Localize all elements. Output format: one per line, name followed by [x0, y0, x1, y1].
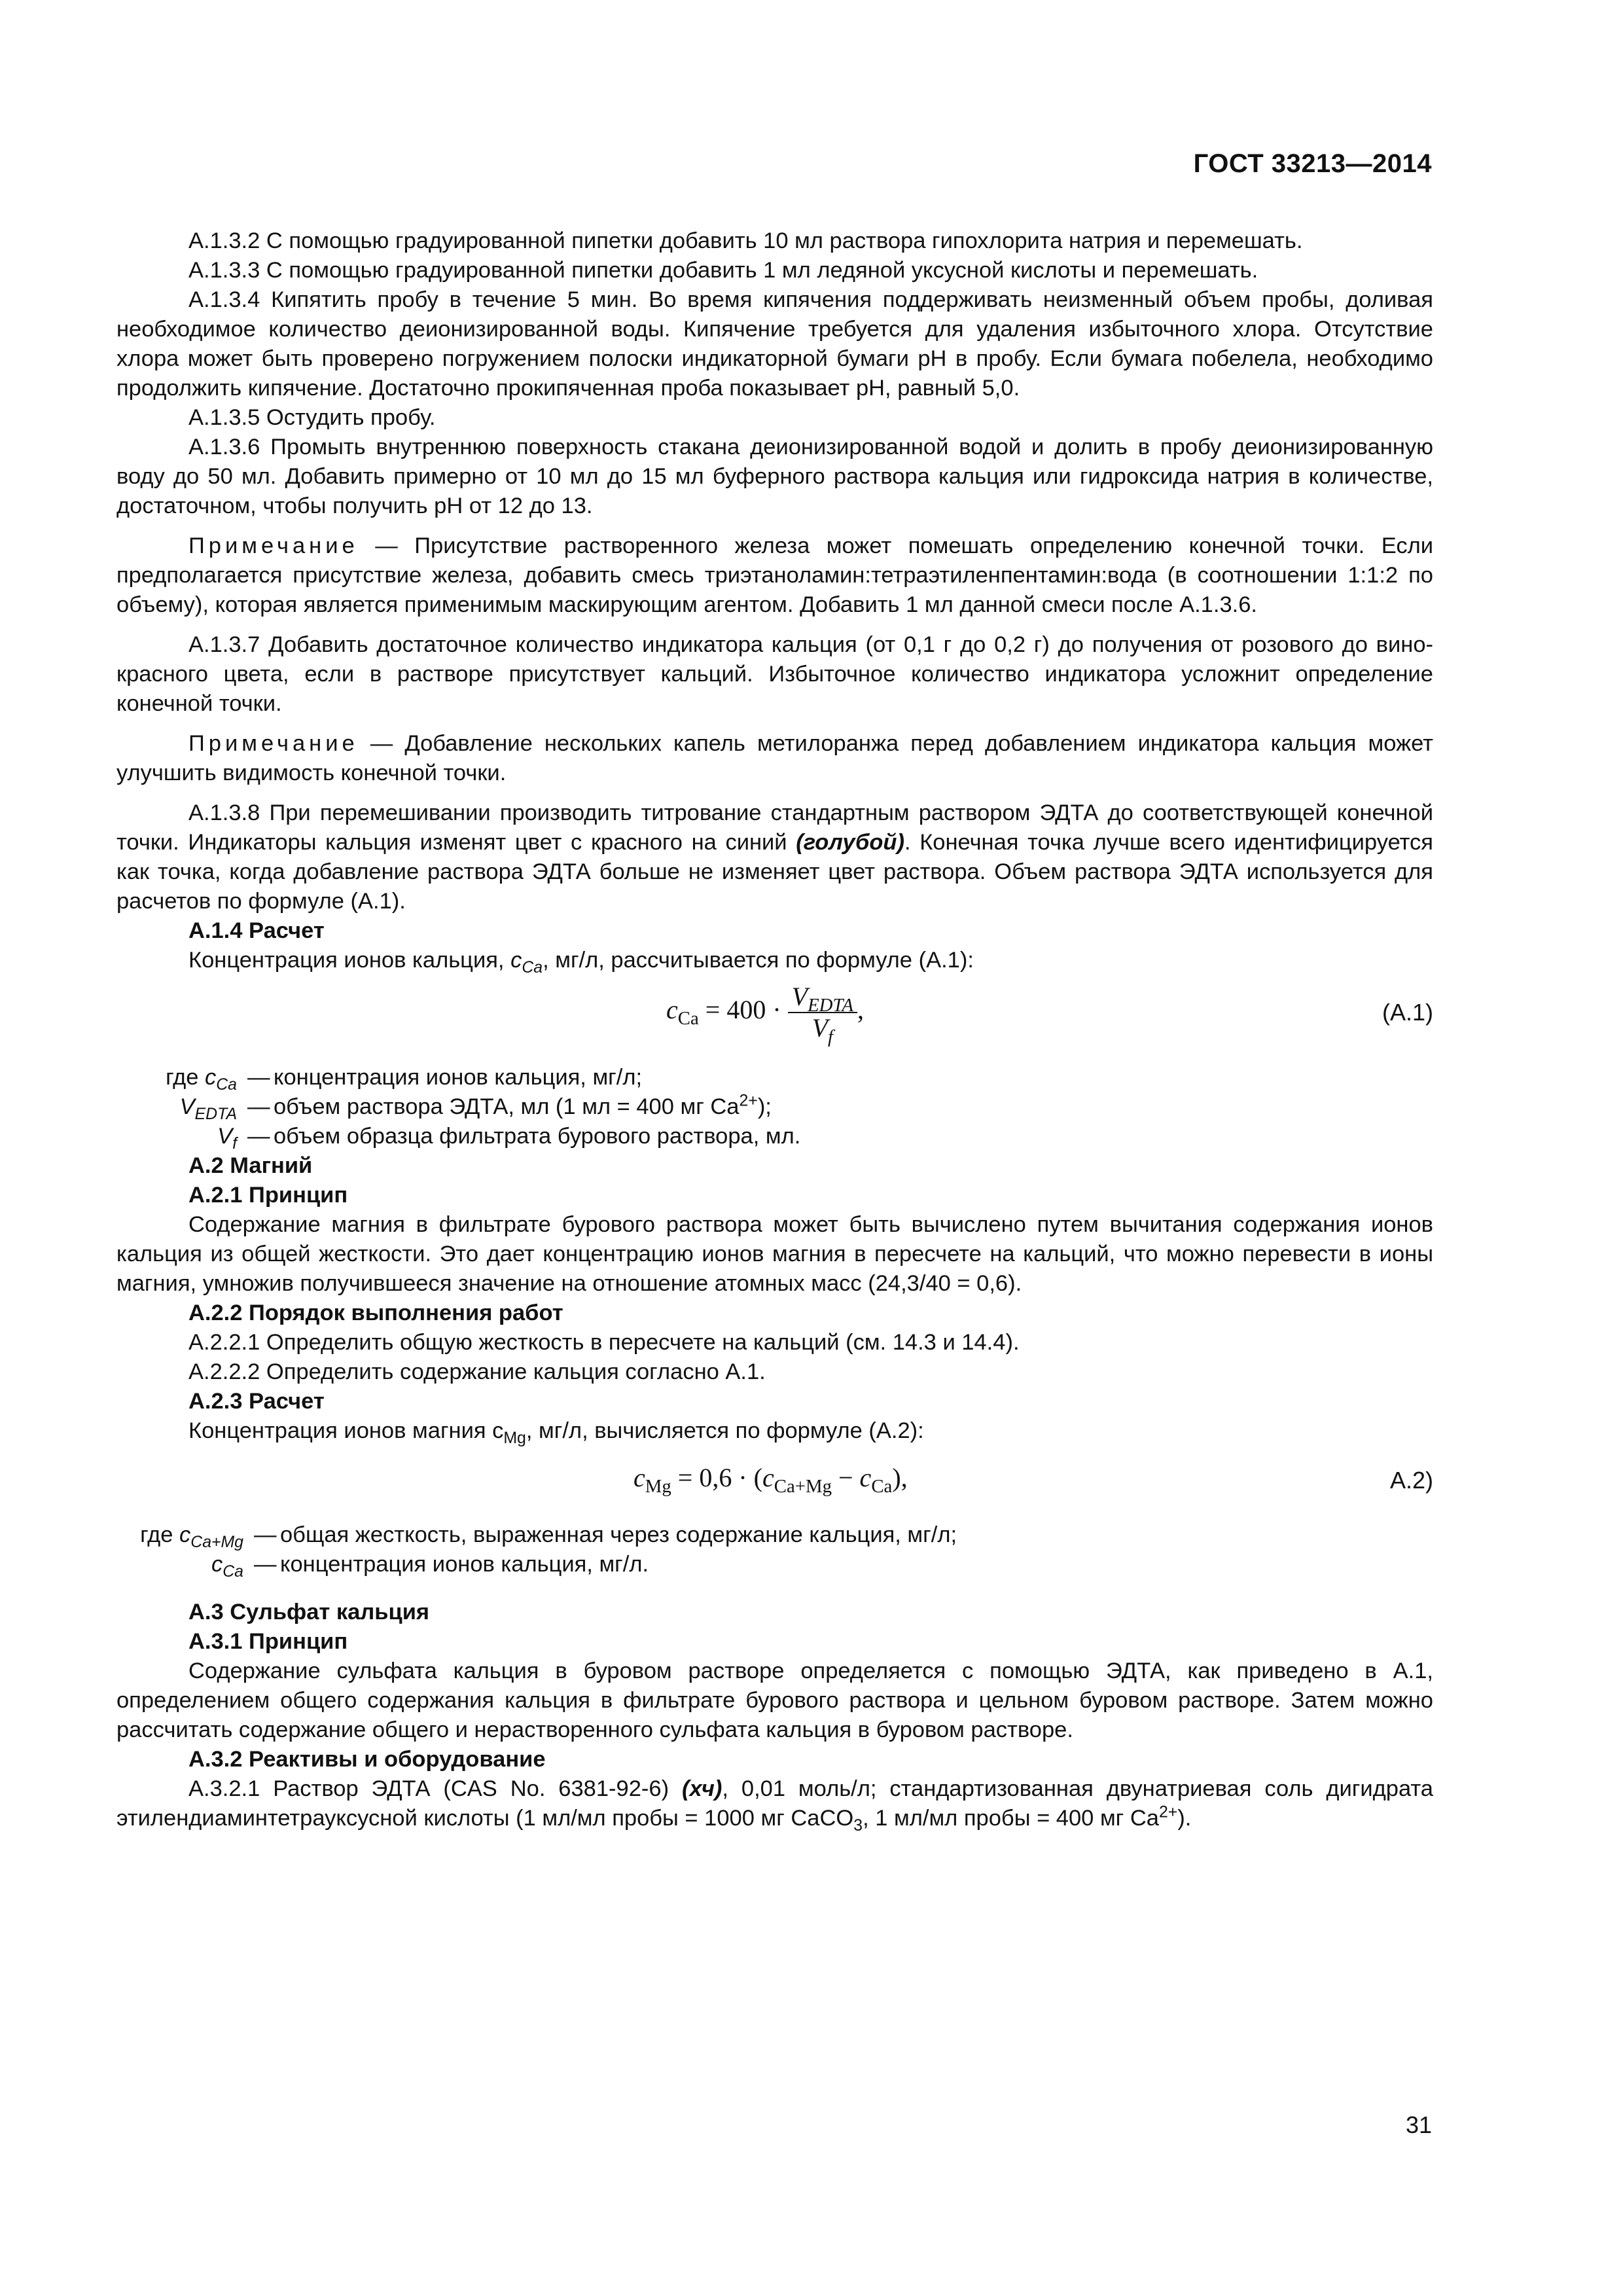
symbol: c	[510, 948, 522, 973]
operator: = 0,6 · (	[671, 1463, 762, 1492]
legend-description: концентрация ионов кальция, мг/л;	[274, 1065, 643, 1090]
symbol: V	[217, 1124, 233, 1149]
symbol: c	[179, 1522, 191, 1547]
formula-expression	[633, 1463, 908, 1497]
legend-dash: —	[254, 1522, 277, 1547]
symbol: V	[791, 982, 808, 1011]
heading-a32: А.3.2 Реактивы и оборудование	[188, 1747, 546, 1772]
legend-dash: —	[247, 1065, 270, 1090]
note-text: — Присутствие растворенного железа может помешать определению конечной точки. Если предполагается присутствие железа, добавить смесь триэтаноламин:тетраэтиленпентамин:вода (в соотношении 1:1:2 по объему), которая является применимым маскирующим агентом. Добавить 1 мл данной смеси после А.1.3.6.	[116, 533, 1433, 617]
paragraph-a321	[116, 1774, 1433, 1833]
heading-a14: А.1.4 Расчет	[188, 918, 325, 943]
where-word: где	[140, 1522, 180, 1547]
operator: = 400 ·	[698, 995, 788, 1025]
symbol: c	[859, 1463, 872, 1492]
note-text: — Добавление нескольких капель метилоранжа перед добавлением индикатора кальция может улучшить видимость конечной точки.	[116, 731, 1433, 785]
symbol: c	[666, 995, 678, 1025]
superscript: 2+	[739, 1092, 758, 1110]
calc-intro-a23	[116, 1416, 1433, 1446]
symbol: c	[633, 1463, 645, 1492]
subscript: Ca+Mg	[774, 1476, 832, 1497]
heading-a21: А.2.1 Принцип	[188, 1183, 348, 1208]
symbol: c	[211, 1552, 223, 1577]
legend-description: общая жесткость, выраженная через содержание кальция, мг/л;	[280, 1522, 957, 1547]
paragraph-a133: А.1.3.3 С помощью градуированной пипетки добавить 1 мл ледяной уксусной кислоты и перемешать.	[188, 258, 1258, 283]
numerator	[788, 982, 857, 1016]
operator: −	[831, 1463, 860, 1492]
subscript: Ca	[677, 1008, 699, 1030]
legend-description: концентрация ионов кальция, мг/л.	[280, 1552, 649, 1577]
formula-expression	[666, 982, 864, 1047]
formula-a1	[116, 975, 1433, 1060]
legend-symbol	[116, 1520, 254, 1550]
symbol: c	[205, 1065, 217, 1090]
paragraph-a136: А.1.3.6 Промыть внутреннюю поверхность стакана деионизированной водой и долить в пробу деионизированную воду до 50 мл. Добавить примерно от 10 мл до 15 мл буферного раствора кальция или гидроксида натрия в количестве, достаточном, чтобы получить рН от 12 до 13.	[116, 435, 1433, 518]
text-span: А.3.2.1 Раствор ЭДТА (CAS No. 6381-92-6)	[188, 1776, 682, 1801]
emphasis: (хч)	[681, 1776, 722, 1801]
note-methyl-orange	[116, 729, 1433, 788]
text-span: Концентрация ионов кальция,	[188, 948, 511, 973]
subscript: 3	[853, 1816, 863, 1835]
text-span: , мг/л, вычисляется по формуле (А.2):	[526, 1418, 924, 1443]
subscript: Mg	[503, 1429, 526, 1447]
punctuation: ,	[857, 995, 864, 1025]
heading-a31: А.3.1 Принцип	[188, 1629, 348, 1654]
formula-number: А.2)	[1389, 1467, 1433, 1494]
page-number: 31	[1405, 2111, 1432, 2138]
subscript: Mg	[645, 1476, 671, 1497]
note-iron	[116, 531, 1433, 620]
legend-dash: —	[254, 1552, 277, 1577]
subscript: EDTA	[808, 995, 853, 1016]
heading-a3: А.3 Сульфат кальция	[188, 1600, 430, 1624]
standard-number: ГОСТ 33213—2014	[1193, 149, 1432, 178]
paragraph-a135: А.1.3.5 Остудить пробу.	[188, 405, 436, 430]
text-span: , мг/л, рассчитывается по формуле (А.1):	[543, 948, 974, 973]
note-label: Примечание	[188, 533, 359, 558]
legend-dash: —	[247, 1094, 270, 1119]
subscript: Ca	[871, 1476, 893, 1497]
calc-intro-a14	[116, 946, 1433, 975]
legend-description	[274, 1092, 1433, 1122]
subscript: Ca	[216, 1075, 237, 1094]
where-word: где	[166, 1065, 205, 1090]
text-span: , 0,01 моль/л; стандартизованная двунатриевая соль дигидрата этилендиаминтетрауксусной кислоты (1 мл/мл пробы = 1000 мг CaCO	[116, 1776, 1433, 1831]
heading-a22: А.2.2 Порядок выполнения работ	[188, 1300, 563, 1325]
legend-symbol	[116, 1550, 254, 1579]
heading-a2: А.2 Магний	[188, 1153, 313, 1178]
paragraph-a138	[116, 798, 1433, 916]
note-label: Примечание	[188, 731, 359, 756]
text-span: . Конечная точка лучше всего идентифицируется как точка, когда добавление раствора ЭДТА больше не изменяет цвет раствора. Объем раствора ЭДТА используется для расчетов по формуле (А.1).	[116, 830, 1433, 914]
punctuation: ),	[892, 1463, 908, 1492]
text-span: );	[757, 1094, 772, 1119]
paragraph-a134: А.1.3.4 Кипятить пробу в течение 5 мин. Во время кипячения поддерживать неизменный объем пробы, доливая необходимое количество деионизированной воды. Кипячение требуется для удаления избыточного хлора. Отсутствие хлора может быть проверено погружением полоски индикаторной бумаги рН в пробу. Если бумага побелела, необходимо продолжить кипячение. Достаточно прокипяченная проба показывает рН, равный 5,0.	[116, 287, 1433, 401]
subscript: f	[828, 1026, 834, 1047]
paragraph-a221: А.2.2.1 Определить общую жесткость в пересчете на кальций (см. 14.3 и 14.4).	[188, 1330, 1020, 1355]
text-span: , 1 мл/мл пробы = 400 мг Ca	[863, 1806, 1159, 1831]
text-span: А.1.3.8 При перемешивании производить титрование стандартным раствором ЭДТА до соответствующей конечной точки. Индикаторы кальция изменят цвет с красного на синий	[116, 800, 1433, 855]
paragraph-a132: А.1.3.2 С помощью градуированной пипетки добавить 10 мл раствора гипохлорита натрия и перемешать.	[188, 228, 1303, 253]
paragraph-a21: Содержание магния в фильтрате бурового раствора может быть вычислено путем вычитания содержания ионов кальция из общей жесткости. Это дает концентрацию ионов магния в пересчете на кальций, что можно перевести в ионы магния, умножив получившееся значение на отношение атомных масс (24,3/40 = 0,6).	[116, 1212, 1433, 1296]
subscript: EDTA	[194, 1105, 237, 1123]
legend-symbol	[116, 1063, 247, 1092]
emphasis: (голубой)	[796, 830, 904, 855]
symbol: V	[179, 1094, 195, 1119]
text-span: Концентрация ионов магния с	[188, 1418, 504, 1443]
subscript: Ca	[522, 958, 543, 977]
heading-a23: А.2.3 Расчет	[188, 1389, 325, 1414]
legend-dash: —	[247, 1124, 270, 1149]
paragraph-a137: А.1.3.7 Добавить достаточное количество индикатора кальция (от 0,1 г до 0,2 г) до получения от розового до вино-красного цвета, если в растворе присутствует кальций. Избыточное количество индикатора усложнит определение конечной точки.	[116, 632, 1433, 716]
formula-a2	[116, 1446, 1433, 1518]
superscript: 2+	[1158, 1803, 1178, 1821]
subscript: Ca+Mg	[190, 1533, 243, 1551]
paragraph-a222: А.2.2.2 Определить содержание кальция согласно А.1.	[188, 1359, 766, 1384]
text-span: объем раствора ЭДТА, мл (1 мл = 400 мг Ca	[274, 1094, 740, 1119]
symbol: c	[762, 1463, 774, 1492]
subscript: f	[232, 1134, 237, 1153]
formula-number: (А.1)	[1382, 999, 1433, 1026]
legend-symbol	[116, 1092, 247, 1122]
legend-a1	[116, 1063, 1433, 1151]
text-span: ).	[1177, 1806, 1192, 1831]
legend-symbol	[116, 1122, 247, 1151]
fraction	[788, 982, 857, 1047]
page-content	[116, 226, 1433, 1833]
denominator	[788, 1013, 857, 1047]
symbol: V	[812, 1013, 829, 1043]
legend-description: объем образца фильтрата бурового раствора, мл.	[274, 1124, 801, 1149]
legend-a2	[116, 1520, 1433, 1579]
subscript: Ca	[223, 1562, 243, 1581]
paragraph-a31: Содержание сульфата кальция в буровом растворе определяется с помощью ЭДТА, как приведено в А.1, определением общего содержания кальция в фильтрате бурового раствора и цельном буровом растворе. Затем можно рассчитать содержание общего и нерастворенного сульфата кальция в буровом растворе.	[116, 1659, 1433, 1742]
